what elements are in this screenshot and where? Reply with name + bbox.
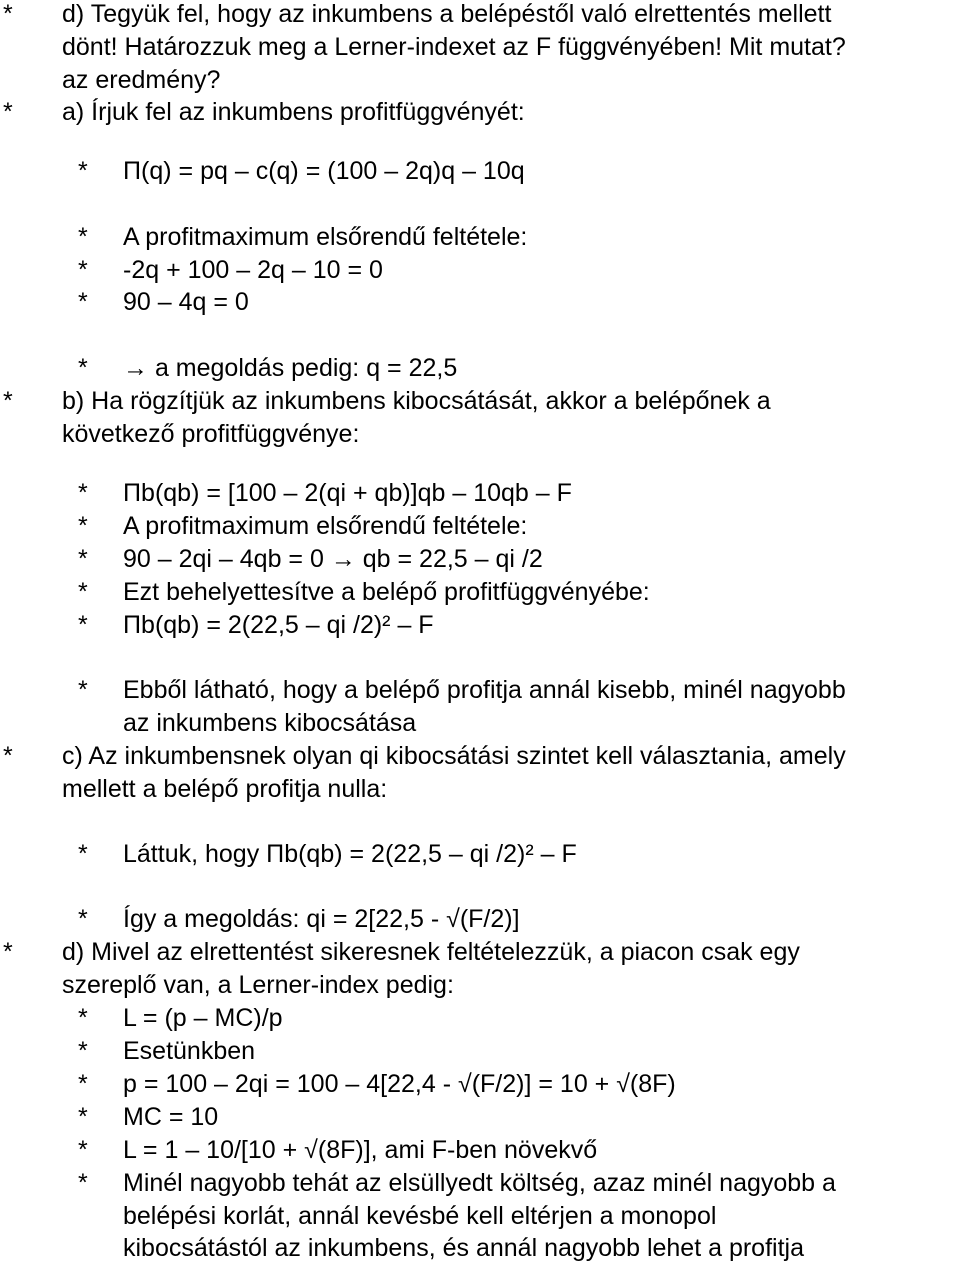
bullet-marker: * [78, 1004, 88, 1032]
formula-text: → a megoldás pedig: q = 22,5 [123, 354, 458, 382]
line-text: a) Írjuk fel az inkumbens profitfüggvényét: [62, 98, 525, 126]
bullet-marker: * [3, 742, 13, 770]
formula-text: MC = 10 [123, 1103, 219, 1131]
formula-text: 90 – 4q = 0 [123, 288, 249, 316]
bullet-marker: * [78, 545, 88, 573]
formula-text: Πb(qb) = 2(22,5 – qi /2)² – F [123, 611, 434, 639]
bullet-marker: * [78, 512, 88, 540]
line-text: d) Tegyük fel, hogy az inkumbens a belépéstől való elrettentés mellett [62, 0, 832, 28]
bullet-marker: * [78, 288, 88, 316]
bullet-marker: * [78, 1169, 88, 1197]
formula-text: Így a megoldás: qi = 2[22,5 - √(F/2)] [123, 905, 520, 933]
line-text: mellett a belépő profitja nulla: [62, 775, 388, 803]
formula-text: L = 1 – 10/[10 + √(8F)], ami F-ben növekvő [123, 1136, 598, 1164]
bullet-marker: * [3, 98, 13, 126]
bullet-marker: * [78, 256, 88, 284]
line-text: d) Mivel az elrettentést sikeresnek feltételezzük, a piacon csak egy [62, 938, 800, 966]
bullet-marker: * [78, 905, 88, 933]
bullet-marker: * [3, 0, 13, 28]
line-text: A profitmaximum elsőrendű feltétele: [123, 223, 528, 251]
formula-text: Πb(qb) = [100 – 2(qi + qb)]qb – 10qb – F [123, 479, 572, 507]
bullet-marker: * [78, 840, 88, 868]
formula-text: p = 100 – 2qi = 100 – 4[22,4 - √(F/2)] = 10 + √(8F) [123, 1070, 676, 1098]
formula-text: L = (p – MC)/p [123, 1004, 283, 1032]
line-text: szereplő van, a Lerner-index pedig: [62, 971, 454, 999]
line-text: belépési korlát, annál kevésbé kell eltérjen a monopol [123, 1202, 717, 1230]
bullet-marker: * [78, 1136, 88, 1164]
bullet-marker: * [3, 938, 13, 966]
line-text: az eredmény? [62, 66, 221, 94]
line-text: dönt! Határozzuk meg a Lerner-indexet az F függvényében! Mit mutat? [62, 33, 846, 61]
bullet-marker: * [78, 676, 88, 704]
bullet-marker: * [78, 354, 88, 382]
line-text: A profitmaximum elsőrendű feltétele: [123, 512, 528, 540]
bullet-marker: * [78, 611, 88, 639]
line-text: Minél nagyobb tehát az elsüllyedt költség, azaz minél nagyobb a [123, 1169, 836, 1197]
line-text: b) Ha rögzítjük az inkumbens kibocsátását, akkor a belépőnek a [62, 387, 771, 415]
bullet-marker: * [78, 1103, 88, 1131]
formula-text: -2q + 100 – 2q – 10 = 0 [123, 256, 383, 284]
line-text: következő profitfüggvénye: [62, 420, 360, 448]
line-text: Ezt behelyettesítve a belépő profitfüggvényébe: [123, 578, 650, 606]
bullet-marker: * [3, 387, 13, 415]
bullet-marker: * [78, 157, 88, 185]
bullet-marker: * [78, 578, 88, 606]
bullet-marker: * [78, 1037, 88, 1065]
line-text: kibocsátástól az inkumbens, és annál nagyobb lehet a profitja [123, 1234, 804, 1262]
line-text: az inkumbens kibocsátása [123, 709, 417, 737]
bullet-marker: * [78, 223, 88, 251]
line-text: Esetünkben [123, 1037, 256, 1065]
bullet-marker: * [78, 1070, 88, 1098]
formula-text: Láttuk, hogy Πb(qb) = 2(22,5 – qi /2)² – F [123, 840, 577, 868]
bullet-marker: * [78, 479, 88, 507]
line-text: c) Az inkumbensnek olyan qi kibocsátási szintet kell választania, amely [62, 742, 846, 770]
line-text: Ebből látható, hogy a belépő profitja annál kisebb, minél nagyobb [123, 676, 846, 704]
formula-text: 90 – 2qi – 4qb = 0 → qb = 22,5 – qi /2 [123, 545, 543, 573]
formula-text: Π(q) = pq – c(q) = (100 – 2q)q – 10q [123, 157, 525, 185]
